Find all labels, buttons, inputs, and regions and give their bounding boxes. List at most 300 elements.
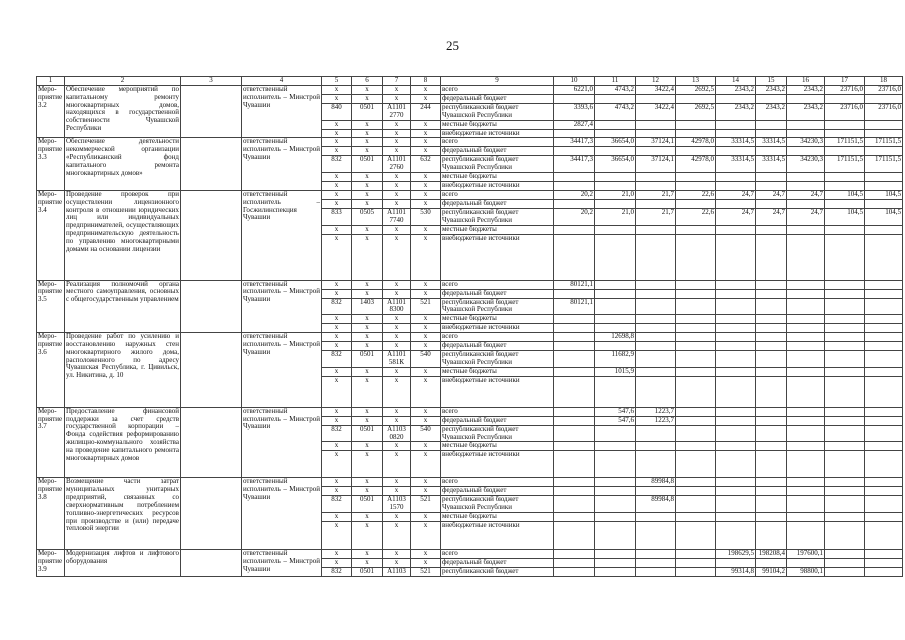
code-cell: А1103 1570: [383, 496, 411, 513]
code-cell: x: [383, 487, 411, 496]
amount-cell: 11682,9: [595, 351, 636, 368]
amount-cell: [636, 487, 676, 496]
amount-cell: 2343,2: [716, 86, 756, 95]
funding-source-cell: местные бюджеты: [441, 513, 554, 522]
code-cell: x: [411, 333, 441, 342]
amount-cell: [716, 234, 756, 280]
amount-cell: 198208,4: [756, 550, 787, 559]
amount-cell: [787, 407, 825, 416]
amount-cell: [865, 351, 903, 368]
event-col3-cell: [181, 333, 242, 408]
amount-cell: 3393,6: [554, 104, 595, 121]
amount-cell: [756, 324, 787, 333]
amount-cell: [825, 487, 865, 496]
amount-cell: [636, 95, 676, 104]
amount-cell: [595, 289, 636, 298]
budget-table: [36, 76, 903, 577]
amount-cell: [554, 522, 595, 550]
amount-cell: [825, 416, 865, 425]
table-row: [37, 478, 903, 487]
amount-cell: 104,5: [825, 208, 865, 225]
code-cell: x: [322, 182, 352, 191]
amount-cell: [676, 351, 716, 368]
code-cell: x: [352, 342, 383, 351]
code-cell: x: [352, 95, 383, 104]
amount-cell: [756, 522, 787, 550]
amount-cell: [676, 147, 716, 156]
amount-cell: [595, 298, 636, 315]
amount-cell: [865, 147, 903, 156]
event-col3-cell: [181, 86, 242, 138]
amount-cell: [636, 568, 676, 577]
amount-cell: 33314,5: [716, 156, 756, 173]
funding-source-cell: федеральный бюджет: [441, 95, 554, 104]
amount-cell: [825, 147, 865, 156]
code-cell: x: [383, 376, 411, 407]
event-code-cell: Меро-приятие 3.7: [37, 407, 65, 478]
header-cell: 8: [411, 77, 441, 86]
event-name-cell: Обеспечение деятельности некоммерческой организации «Республиканский фонд капитального ремонта многоквартирных домов»: [65, 138, 181, 190]
amount-cell: 1015,9: [595, 367, 636, 376]
amount-cell: [756, 234, 787, 280]
event-col3-cell: [181, 190, 242, 280]
amount-cell: 20,2: [554, 190, 595, 199]
amount-cell: [825, 442, 865, 451]
code-cell: 832: [322, 298, 352, 315]
funding-source-cell: всего: [441, 550, 554, 559]
header-cell: 18: [865, 77, 903, 86]
amount-cell: [676, 367, 716, 376]
code-cell: x: [352, 225, 383, 234]
code-cell: x: [411, 550, 441, 559]
code-cell: x: [411, 442, 441, 451]
amount-cell: [716, 522, 756, 550]
amount-cell: [787, 324, 825, 333]
amount-cell: [676, 425, 716, 442]
code-cell: x: [383, 225, 411, 234]
code-cell: x: [383, 190, 411, 199]
amount-cell: [756, 173, 787, 182]
amount-cell: [554, 442, 595, 451]
code-cell: x: [411, 173, 441, 182]
amount-cell: [676, 199, 716, 208]
amount-cell: [787, 182, 825, 191]
code-cell: x: [322, 324, 352, 333]
event-name-cell: Модернизация лифтов и лифтового оборудования: [65, 550, 181, 577]
amount-cell: [636, 199, 676, 208]
code-cell: x: [352, 416, 383, 425]
amount-cell: [756, 442, 787, 451]
funding-source-cell: федеральный бюджет: [441, 289, 554, 298]
amount-cell: [716, 451, 756, 478]
amount-cell: [716, 315, 756, 324]
funding-source-cell: внебюджетные источники: [441, 129, 554, 138]
event-name-cell: Реализация полномочий органа местного самоуправления, основных с общегосударственным управлением: [65, 280, 181, 332]
code-cell: x: [411, 416, 441, 425]
amount-cell: 2343,2: [787, 86, 825, 95]
amount-cell: [825, 513, 865, 522]
header-cell: 11: [595, 77, 636, 86]
funding-source-cell: республиканский бюджет Чувашской Республики: [441, 208, 554, 225]
amount-cell: [716, 199, 756, 208]
funding-source-cell: федеральный бюджет: [441, 416, 554, 425]
funding-source-cell: всего: [441, 138, 554, 147]
amount-cell: [865, 289, 903, 298]
amount-cell: [865, 559, 903, 568]
code-cell: А1101 7740: [383, 208, 411, 225]
amount-cell: [787, 442, 825, 451]
funding-source-cell: внебюджетные источники: [441, 182, 554, 191]
code-cell: x: [322, 376, 352, 407]
funding-source-cell: всего: [441, 280, 554, 289]
amount-cell: 4743,2: [595, 86, 636, 95]
amount-cell: 89984,8: [636, 478, 676, 487]
amount-cell: 80121,1: [554, 298, 595, 315]
event-col3-cell: [181, 550, 242, 577]
code-cell: x: [411, 225, 441, 234]
amount-cell: [787, 199, 825, 208]
funding-source-cell: местные бюджеты: [441, 120, 554, 129]
amount-cell: 2343,2: [756, 104, 787, 121]
event-executor-cell: ответственный исполнитель – Госжилинспекция Чувашии: [242, 190, 322, 280]
table-row: [37, 407, 903, 416]
amount-cell: [716, 147, 756, 156]
amount-cell: [756, 182, 787, 191]
header-cell: 1: [37, 77, 65, 86]
amount-cell: [716, 173, 756, 182]
amount-cell: [636, 147, 676, 156]
code-cell: x: [322, 120, 352, 129]
amount-cell: [865, 451, 903, 478]
funding-source-cell: внебюджетные источники: [441, 376, 554, 407]
code-cell: x: [411, 513, 441, 522]
code-cell: x: [352, 86, 383, 95]
event-code-cell: Меро-приятие 3.8: [37, 478, 65, 550]
amount-cell: 34230,3: [787, 138, 825, 147]
amount-cell: [676, 182, 716, 191]
event-code-cell: Меро-приятие 3.5: [37, 280, 65, 332]
amount-cell: [676, 442, 716, 451]
amount-cell: [716, 376, 756, 407]
amount-cell: [554, 342, 595, 351]
event-executor-cell: ответственный исполнитель – Минстрой Чувашии: [242, 550, 322, 577]
code-cell: x: [411, 315, 441, 324]
amount-cell: 37124,1: [636, 156, 676, 173]
code-cell: x: [322, 407, 352, 416]
event-name-cell: Проведение проверок при осуществлении лицензионного контроля в отношении юридических лиц или индивидуальных предпринимателей, осуществляющих предпринимательскую деятельность по управлению многоквартирными домами на основании лицензии: [65, 190, 181, 280]
amount-cell: [756, 120, 787, 129]
amount-cell: [756, 199, 787, 208]
funding-source-cell: федеральный бюджет: [441, 559, 554, 568]
amount-cell: 171151,5: [865, 156, 903, 173]
code-cell: x: [352, 407, 383, 416]
amount-cell: [676, 342, 716, 351]
amount-cell: [865, 120, 903, 129]
amount-cell: [676, 289, 716, 298]
code-cell: x: [383, 315, 411, 324]
amount-cell: [676, 451, 716, 478]
amount-cell: [825, 225, 865, 234]
amount-cell: [636, 129, 676, 138]
amount-cell: [716, 342, 756, 351]
amount-cell: 36654,0: [595, 156, 636, 173]
code-cell: x: [322, 234, 352, 280]
code-cell: x: [352, 138, 383, 147]
code-cell: 632: [411, 156, 441, 173]
amount-cell: [636, 351, 676, 368]
amount-cell: [865, 315, 903, 324]
amount-cell: [716, 129, 756, 138]
amount-cell: [716, 333, 756, 342]
amount-cell: [595, 451, 636, 478]
amount-cell: 2343,2: [716, 104, 756, 121]
amount-cell: [756, 333, 787, 342]
code-cell: x: [383, 182, 411, 191]
amount-cell: [595, 550, 636, 559]
code-cell: x: [383, 324, 411, 333]
amount-cell: [756, 478, 787, 487]
amount-cell: [787, 280, 825, 289]
amount-cell: [595, 559, 636, 568]
code-cell: x: [352, 522, 383, 550]
amount-cell: [636, 280, 676, 289]
amount-cell: [787, 376, 825, 407]
amount-cell: [636, 376, 676, 407]
amount-cell: [554, 333, 595, 342]
amount-cell: 42978,0: [676, 138, 716, 147]
amount-cell: [716, 351, 756, 368]
amount-cell: 197600,1: [787, 550, 825, 559]
amount-cell: 20,2: [554, 208, 595, 225]
code-cell: x: [322, 342, 352, 351]
amount-cell: 22,6: [676, 190, 716, 199]
amount-cell: [865, 95, 903, 104]
code-cell: x: [383, 550, 411, 559]
amount-cell: 3422,4: [636, 86, 676, 95]
code-cell: x: [383, 199, 411, 208]
amount-cell: 198629,5: [716, 550, 756, 559]
amount-cell: [756, 95, 787, 104]
amount-cell: [676, 173, 716, 182]
amount-cell: [554, 129, 595, 138]
amount-cell: 104,5: [865, 190, 903, 199]
amount-cell: [676, 324, 716, 333]
code-cell: x: [383, 234, 411, 280]
amount-cell: [595, 324, 636, 333]
code-cell: x: [322, 315, 352, 324]
code-cell: x: [383, 280, 411, 289]
code-cell: 833: [322, 208, 352, 225]
code-cell: 832: [322, 425, 352, 442]
amount-cell: [825, 199, 865, 208]
amount-cell: [636, 315, 676, 324]
code-cell: x: [383, 173, 411, 182]
amount-cell: [756, 425, 787, 442]
amount-cell: 1223,7: [636, 416, 676, 425]
header-cell: 3: [181, 77, 242, 86]
amount-cell: [554, 182, 595, 191]
amount-cell: [676, 298, 716, 315]
amount-cell: [825, 478, 865, 487]
amount-cell: 2692,5: [676, 86, 716, 95]
funding-source-cell: всего: [441, 86, 554, 95]
amount-cell: 4743,2: [595, 104, 636, 121]
event-code-cell: Меро-приятие 3.6: [37, 333, 65, 408]
header-cell: 5: [322, 77, 352, 86]
code-cell: x: [322, 333, 352, 342]
code-cell: x: [411, 559, 441, 568]
amount-cell: 23716,0: [825, 86, 865, 95]
code-cell: x: [322, 442, 352, 451]
code-cell: x: [352, 173, 383, 182]
amount-cell: 171151,5: [825, 138, 865, 147]
amount-cell: [825, 342, 865, 351]
table-row: [37, 190, 903, 199]
funding-source-cell: всего: [441, 407, 554, 416]
code-cell: x: [322, 190, 352, 199]
amount-cell: 21,0: [595, 208, 636, 225]
amount-cell: [676, 407, 716, 416]
amount-cell: [825, 324, 865, 333]
amount-cell: [865, 225, 903, 234]
amount-cell: [865, 478, 903, 487]
amount-cell: 2692,5: [676, 104, 716, 121]
code-cell: x: [383, 559, 411, 568]
amount-cell: [825, 425, 865, 442]
amount-cell: [756, 407, 787, 416]
code-cell: x: [352, 559, 383, 568]
code-cell: 521: [411, 496, 441, 513]
amount-cell: [756, 147, 787, 156]
table-row: [37, 550, 903, 559]
funding-source-cell: местные бюджеты: [441, 315, 554, 324]
table-body: [37, 77, 903, 577]
code-cell: x: [322, 289, 352, 298]
code-cell: x: [383, 416, 411, 425]
amount-cell: [787, 234, 825, 280]
code-cell: 0501: [352, 351, 383, 368]
code-cell: x: [383, 367, 411, 376]
code-cell: А1101 8300: [383, 298, 411, 315]
code-cell: x: [411, 129, 441, 138]
code-cell: 832: [322, 496, 352, 513]
code-cell: x: [411, 487, 441, 496]
amount-cell: [825, 351, 865, 368]
code-cell: x: [322, 487, 352, 496]
amount-cell: 24,7: [787, 208, 825, 225]
code-cell: А1101 581К: [383, 351, 411, 368]
amount-cell: 104,5: [865, 208, 903, 225]
amount-cell: [595, 376, 636, 407]
amount-cell: 21,0: [595, 190, 636, 199]
amount-cell: 2343,2: [756, 86, 787, 95]
amount-cell: [676, 225, 716, 234]
amount-cell: 21,7: [636, 190, 676, 199]
amount-cell: 36654,0: [595, 138, 636, 147]
code-cell: А1101 2770: [383, 104, 411, 121]
amount-cell: [787, 147, 825, 156]
code-cell: x: [383, 522, 411, 550]
amount-cell: [636, 173, 676, 182]
amount-cell: [756, 280, 787, 289]
amount-cell: [865, 367, 903, 376]
amount-cell: [825, 559, 865, 568]
amount-cell: [676, 478, 716, 487]
amount-cell: [554, 95, 595, 104]
amount-cell: [825, 568, 865, 577]
amount-cell: [676, 95, 716, 104]
funding-source-cell: внебюджетные источники: [441, 451, 554, 478]
amount-cell: [865, 234, 903, 280]
amount-cell: [825, 129, 865, 138]
header-cell: 13: [676, 77, 716, 86]
amount-cell: [676, 234, 716, 280]
amount-cell: 171151,5: [825, 156, 865, 173]
header-cell: 10: [554, 77, 595, 86]
amount-cell: [825, 95, 865, 104]
amount-cell: [865, 324, 903, 333]
event-col3-cell: [181, 407, 242, 478]
amount-cell: 33314,5: [756, 138, 787, 147]
code-cell: x: [383, 86, 411, 95]
code-cell: x: [411, 376, 441, 407]
code-cell: x: [383, 129, 411, 138]
code-cell: x: [411, 367, 441, 376]
amount-cell: 33314,5: [756, 156, 787, 173]
header-cell: 16: [787, 77, 825, 86]
amount-cell: 24,7: [716, 190, 756, 199]
amount-cell: [676, 416, 716, 425]
amount-cell: [825, 182, 865, 191]
amount-cell: [636, 559, 676, 568]
amount-cell: [825, 173, 865, 182]
amount-cell: [716, 289, 756, 298]
code-cell: x: [352, 324, 383, 333]
amount-cell: [787, 367, 825, 376]
amount-cell: [865, 376, 903, 407]
table-row: [37, 280, 903, 289]
amount-cell: [636, 289, 676, 298]
funding-source-cell: республиканский бюджет Чувашской Республики: [441, 351, 554, 368]
event-code-cell: Меро-приятие 3.4: [37, 190, 65, 280]
code-cell: x: [322, 173, 352, 182]
amount-cell: [636, 550, 676, 559]
amount-cell: [825, 280, 865, 289]
code-cell: x: [411, 280, 441, 289]
amount-cell: [676, 550, 716, 559]
code-cell: 521: [411, 298, 441, 315]
event-code-cell: Меро-приятие 3.2: [37, 86, 65, 138]
amount-cell: [756, 225, 787, 234]
amount-cell: [554, 559, 595, 568]
amount-cell: [825, 496, 865, 513]
header-cell: 17: [825, 77, 865, 86]
code-cell: 1403: [352, 298, 383, 315]
amount-cell: [865, 487, 903, 496]
code-cell: x: [411, 199, 441, 208]
amount-cell: [636, 342, 676, 351]
amount-cell: [554, 425, 595, 442]
code-cell: x: [322, 416, 352, 425]
code-cell: x: [322, 199, 352, 208]
code-cell: 840: [322, 104, 352, 121]
code-cell: x: [383, 289, 411, 298]
amount-cell: [595, 342, 636, 351]
funding-source-cell: внебюджетные источники: [441, 522, 554, 550]
funding-source-cell: федеральный бюджет: [441, 147, 554, 156]
amount-cell: [554, 351, 595, 368]
amount-cell: [865, 129, 903, 138]
